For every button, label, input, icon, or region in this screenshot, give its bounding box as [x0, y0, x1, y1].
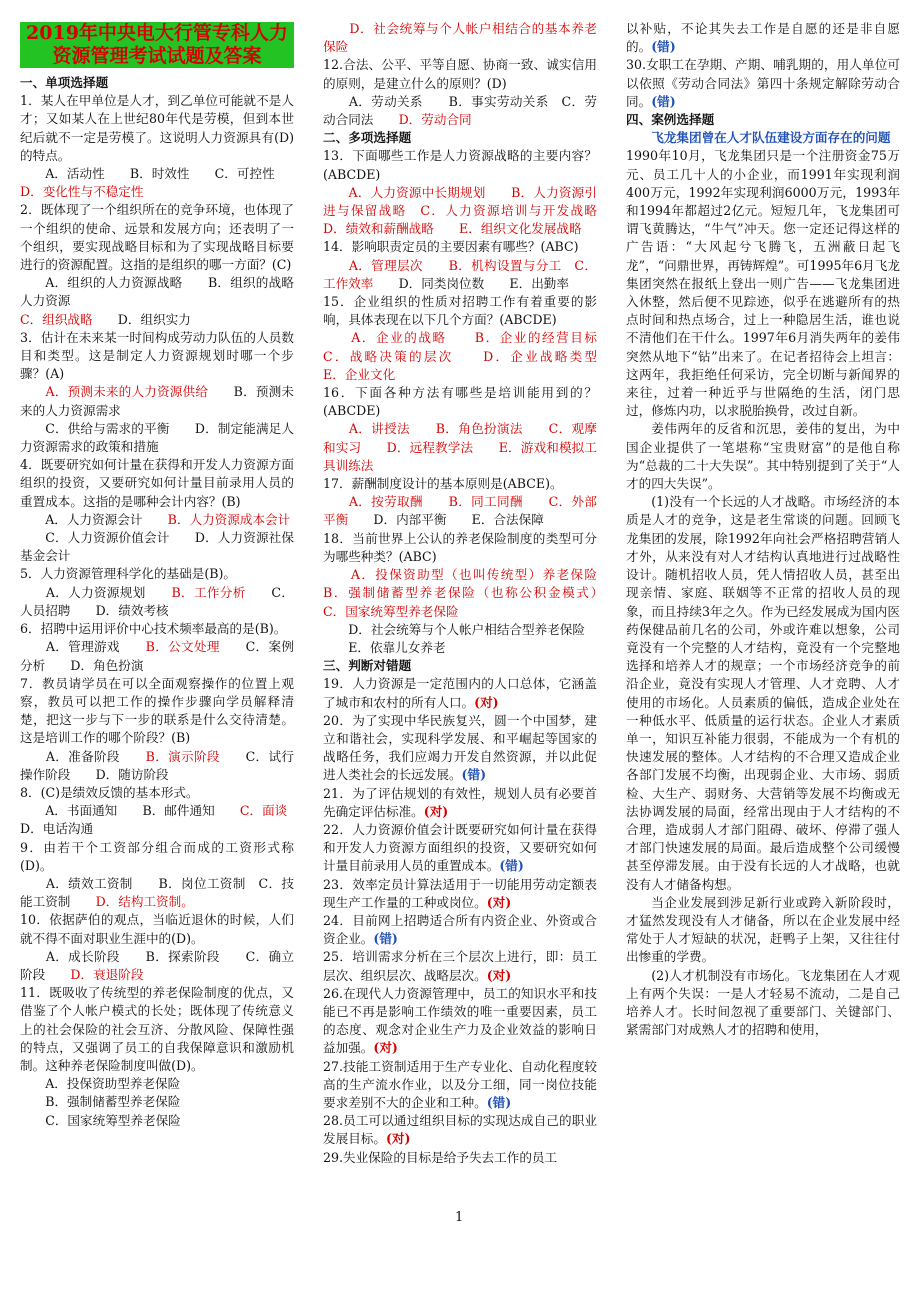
section-heading: 二、多项选择题 [323, 130, 412, 146]
question-text: 3．估计在未来某一时间构成劳动力队伍的人员数目和类型。这是制定人力资源规划时哪一个步骤？(A) [20, 329, 294, 382]
page-number: 1 [455, 1210, 464, 1225]
answer-option-line [20, 584, 294, 620]
section-heading: 三、判断对错题 [323, 658, 412, 674]
judgement-question [323, 785, 597, 821]
judgement-answer: (对) [373, 1040, 398, 1056]
question-text: 30.女职工在孕期、产期、哺乳期的，用人单位可以依照《劳动合同法》第四十条规定解除劳动合同。 [626, 57, 900, 109]
question-text: 以补贴，不论其失去工作是自愿的还是非自愿的。 [626, 21, 900, 55]
question-text: 16．下面各种方法有哪些是培训能用到的？(ABCDE) [323, 385, 597, 419]
question-text: 19．人力资源是一定范围内的人口总体，它涵盖了城市和农村的所有人口。 [323, 676, 597, 710]
judgement-answer: (对) [423, 803, 449, 819]
case-paragraph: (2)人才机制没有市场化。飞龙集团在人才观上有两个失误：一是人才轻易不流动，二是自己培养人才。长时间忽视了重要部门、关键部门、紧需部门对成熟人才的招聘和使用， [626, 967, 900, 1038]
question-text: 26.在现代人力资源管理中，员工的知识水平和技能已不再是影响工作绩效的唯一重要因素，员工的态度、观念对企业生产力及企业效益的影响日益加强。 [323, 985, 597, 1056]
judgement-question [323, 876, 597, 912]
correct-option: B．公文处理 [145, 639, 220, 655]
judgement-answer: (错) [373, 931, 398, 947]
judgement-question [626, 56, 900, 111]
option-text: C．案例分析 D．角色扮演 [20, 639, 294, 673]
option-text: A．书面通知 B．邮件通知 [20, 803, 240, 819]
answer-option: E．依靠儿女养老 [348, 639, 446, 655]
option-text: A．成长阶段 B．探索阶段 C．确立阶段 [20, 948, 294, 982]
judgement-answer: (错) [651, 93, 676, 109]
option-text: A．管理游戏 [20, 639, 146, 655]
answer-option: D．社会统筹与个人帐户相结合型养老保险 [348, 621, 585, 637]
judgement-answer: (错) [651, 39, 676, 55]
answer-option: A．投保资助型养老保险 [45, 1076, 181, 1092]
option-text: D．组织实力 [92, 311, 191, 327]
correct-option: D．社会统筹与个人帐户相结合的基本养老保险 [323, 21, 597, 55]
column-1-content [20, 74, 313, 1130]
answer-option: C．供给与需求的平衡 D．制定能满足人力资源需求的政策和措施 [20, 420, 294, 455]
judgement-question [323, 1058, 597, 1113]
judgement-answer: (对) [474, 694, 499, 710]
answer-option-line [323, 493, 597, 529]
answer-option-line [20, 638, 294, 674]
answer-option-line [20, 802, 313, 838]
correct-options: A．企业的战略 B．企业的经营目标 C．战略决策的层次 D．企业战略类型 E．企业文化 [323, 330, 623, 382]
option-text: B．预测未来的人力资源需求 [20, 384, 294, 418]
question-text: 10．依据萨伯的观点，当临近退休的时候，人们就不得不面对职业生涯中的(D)。 [20, 912, 294, 946]
case-paragraph: 当企业发展到涉足新行业或跨入新阶段时，才猛然发现没有人才储备，所以在企业发展中经常处于人才短缺的状况，赶鸭子上架，又往往付出惨重的学费。 [626, 894, 900, 965]
section-heading: 四、案例选择题 [626, 112, 715, 128]
correct-option: D．结构工资制。 [95, 894, 194, 910]
answer-option-line [20, 948, 294, 984]
question-text: 17．薪酬制度设计的基本原则是(ABCE)。 [323, 476, 563, 492]
correct-option: C．组织战略 [20, 311, 93, 327]
answer-option: A．活动性 B．时效性 C．可控性 [45, 166, 275, 182]
section-heading: 一、单项选择题 [20, 75, 109, 90]
judgement-question [323, 675, 597, 711]
option-text [323, 258, 349, 273]
correct-option: B．人力资源成本会计 [167, 511, 291, 527]
column-3-content [626, 20, 900, 1039]
answer-option-line [20, 511, 294, 529]
judgement-question [626, 20, 900, 56]
correct-option: A．预测未来的人力资源供给 [45, 384, 209, 400]
question-text: 24．目前网上招聘适合所有内资企业、外资或合资企业。 [323, 912, 597, 947]
question-text: 22．人力资源价值会计既要研究如何计量在获得和开发人力资源方面组织的投资，又要研究如何计量目前录用人员的重置成本。 [323, 821, 597, 874]
question-text: 25．培训需求分析在三个层次上进行，即：员工层次、组织层次、战略层次。 [323, 949, 597, 983]
correct-options: A．投保资助型（也叫传统型）养老保险 B．强制储蓄型养老保险（也称公积金模式） C．国家统筹型养老保险 [323, 567, 623, 619]
question-text: 1．某人在甲单位是人才，到乙单位可能就不是人才；又如某人在上世纪80年代是劳模，但到本世纪后就不一定是劳模了。这说明人力资源具有(D)的特点。 [20, 93, 294, 163]
judgement-question [323, 712, 597, 785]
option-text: A．准备阶段 [20, 748, 146, 764]
correct-option: A．按劳取酬 B．同工同酬 C．外部平衡 [323, 494, 597, 528]
column-2-content [323, 20, 623, 1167]
question-text: 23．效率定员计算法适用于一切能用劳动定额表现生产工作量的工种或岗位。 [323, 876, 597, 910]
document-title: 2019年中央电大行管专科人力资源管理考试试题及答案 [20, 22, 294, 68]
column-3 [626, 20, 900, 1210]
judgement-answer: (错) [499, 858, 524, 874]
option-text: D．电话沟通 [20, 803, 313, 837]
question-text: 13．下面哪些工作是人力资源战略的主要内容？(ABCDE) [323, 148, 597, 182]
correct-option: D．衰退阶段 [70, 966, 144, 982]
judgement-answer: (错) [461, 767, 487, 783]
judgement-question [323, 948, 597, 984]
answer-option-line [20, 311, 294, 329]
case-title: 飞龙集团曾在人才队伍建设方面存在的问题 [651, 130, 891, 146]
column-1 [20, 20, 313, 1210]
question-text: 6．招聘中运用评价中心技术频率最高的是(B)。 [20, 621, 287, 637]
answer-option-line [20, 875, 294, 911]
correct-option: D．变化性与不稳定性 [20, 184, 144, 200]
option-text: A．绩效工资制 B．岗位工资制 C．技能工资制 [20, 875, 294, 910]
question-text: 27.技能工资制适用于生产专业化、自动化程度较高的生产流水作业，以及分工细，同一岗位技能要求差别不大的企业和工种。 [323, 1058, 597, 1110]
option-text: A．劳动关系 B．事实劳动关系 C．劳动合同法 [323, 93, 597, 128]
correct-option: B．演示阶段 [145, 748, 220, 764]
correct-options: A．讲授法 B．角色扮演法 C．观摩和实习 D．远程教学法 E．游戏和模拟工具训练法 [323, 421, 597, 473]
answer-option-line [323, 20, 597, 56]
question-text: 15．企业组织的性质对招聘工作有着重要的影响，具体表现在以下几个方面？(ABCDE) [323, 294, 597, 328]
option-text: C．试行操作阶段 D．随访阶段 [20, 748, 294, 782]
question-text: 29.失业保险的目标是给予失去工作的员工 [323, 1149, 558, 1165]
case-paragraph: (1)没有一个长远的人才战略。市场经济的本质是人才的竞争，这是老生常谈的问题。回顾飞龙集团的发展，除1992年向社会严格招聘营销人才外，从来没有对人才结构认真地进行过战略性设计。随机招收人员，凭人情招收人员，甚至出现亲情、家庭、联姻等不正常的招收人员的现象，而且持续3年之久。作为已经发展成为国内医药保健品前几名的公司，外或许难以想象，公司竟没有一个完整的人才结构，竟没有一个完整地选择和培养人才的规章；一个市场经济竞争的前沿企业，竟没有实现人才管理、人才竞聘、人才使用的市场化。人员素质的偏低，造成企业处在一种低水平、低质量的运行状态。企业人才素质单一，知识互补能力很弱，不能成为一个有机的快速发展的整体。人才结构的不合理又造成企业各部门发展不均衡，出现弱企业、大市场、弱质检、大生产、弱财务、大营销等发展不均衡或无法协调发展的局面，经常出现由于人才结构的不合理，造成弱人才部门阻碍、破坏、停滞了强人才部门快速发展的局面。最后造成整个公司缓慢甚至停滞发展。由于没有长远的人才战略，也就没有人才储备构想。 [626, 494, 900, 892]
question-text: 5．人力资源管理科学化的基础是(B)。 [20, 566, 237, 582]
answer-option: C．人力资源价值会计 D．人力资源社保基金会计 [20, 530, 294, 564]
option-text: D．同类岗位数 E．出勤率 [373, 275, 569, 291]
question-text: 21．为了评估规划的有效性，规划人员有必要首先确定评估标准。 [323, 785, 597, 819]
question-text: 11．既吸收了传统型的养老保险制度的优点，又借鉴了个人帐户模式的长处；既体现了传统意义上的社会保险的社会互济、分散风险、保障性强的特点，又强调了员工的自我保障意识和激励机制。这种养老保险制度叫做(D)。 [20, 985, 294, 1073]
answer-option-line [323, 257, 597, 293]
option-text: D．内部平衡 E．合法保障 [348, 512, 544, 528]
question-text: 2．既体现了一个组织所在的竞争环境，也体现了一个组织的使命、远景和发展方向；还表明了一个组织，要实现战略目标和为了实现战略目标要进行的资源配置。这指的是组织的哪一方面？(C) [20, 202, 294, 273]
option-text: A．人力资源会计 [20, 511, 168, 527]
answer-option: A．组织的人力资源战略 B．组织的战略人力资源 [20, 275, 294, 309]
answer-option: C．国家统筹型养老保险 [45, 1112, 181, 1128]
question-text: 7．教员请学员在可以全面观察操作的位置上观察，教员可以把工作的操作步骤向学员解释清楚，把这一步与下一步的联系是什么交待清楚。这是培训工作的哪个阶段？(B) [20, 675, 294, 746]
judgement-question [323, 912, 597, 948]
case-paragraph: 姜伟两年的反省和沉思，姜伟的复出，为中国企业提供了一笔堪称“宝贵财富”的是他自称为“总裁的二十大失误”。其中特别提到了关于“人才的四大失误”。 [626, 421, 900, 492]
question-text: 28.员工可以通过组织目标的实现达成自己的职业发展目标。 [323, 1113, 597, 1147]
correct-option: D．劳动合同 [398, 112, 472, 128]
option-text: A．人力资源规划 [20, 584, 172, 600]
correct-option: A．管理层次 B．机构设置与分工 C．工作效率 [323, 257, 597, 291]
judgement-answer: (对) [486, 967, 512, 983]
option-text [20, 384, 46, 399]
judgement-question [323, 821, 597, 876]
judgement-answer: (错) [486, 1094, 512, 1110]
correct-options: A．人力资源中长期规划 B．人力资源引进与保留战略 C．人力资源培训与开发战略 D．绩效和薪酬战略 E．组织文化发展战略 [323, 184, 623, 237]
option-text: C．人员招聘 D．绩效考核 [20, 584, 294, 618]
correct-option: C．面谈 [239, 803, 288, 819]
judgement-question [323, 1112, 597, 1148]
question-text: 4．既要研究如何计量在获得和开发人力资源方面组织的投资，又要研究如何计量目前录用人员的重置成本。这指的是哪种会计内容？(B) [20, 457, 294, 509]
answer-option-line [20, 383, 294, 419]
question-text: 8．(C)是绩效反馈的基本形式。 [20, 784, 199, 800]
column-2 [323, 20, 623, 1210]
answer-option-line [323, 93, 597, 129]
question-text: 14．影响职责定员的主要因素有哪些？(ABC) [323, 239, 579, 255]
option-text [323, 21, 349, 36]
answer-option-line [20, 748, 294, 784]
answer-option: B．强制储蓄型养老保险 [45, 1094, 181, 1110]
question-text: 1990年10月，飞龙集团只是一个注册资金75万元、员工几十人的小企业，而1991年实现利润400万元，1992年实现利润6000万元，1993年和1994年都超过2亿元。短短几年，飞龙集团可谓飞黄腾达，“牛气”冲天。您一定还记得这样的广告语：“大风起兮飞腾飞，五洲蔽日起飞龙”，“问鼎世界，再铸辉煌”。可1995年6月飞龙集团突然在报纸上登出一则广告——飞龙集团进入休整，然后便不见踪迹，似乎在逃避所有的热点时间和热点场合，过上一种隐居生活，谁也说不清他们在干什么。1997年6月消失两年的姜伟突然从地下“钻”出来了。在记者招待会上坦言：这两年，我拒绝任何采访，完全切断与新闻界的来往，过着一种近乎与世隔绝的生活，闭门思过，修炼内功，以求脱胎换骨，改过自新。 [626, 148, 900, 419]
option-text [323, 494, 349, 509]
judgement-answer: (对) [385, 1131, 411, 1147]
judgement-answer: (对) [486, 894, 512, 910]
judgement-question [323, 985, 597, 1058]
question-text: 9．由若干个工资部分组合而成的工资形式称(D)。 [20, 839, 294, 873]
question-text: 18．当前世界上公认的养老保险制度的类型可分为哪些种类？(ABC) [323, 530, 597, 564]
question-text: 12.合法、公平、平等自愿、协商一致、诚实信用的原则，是建立什么的原则？(D) [323, 57, 597, 91]
correct-option: B．工作分析 [171, 584, 246, 600]
question-text: 20．为了实现中华民族复兴，圆一个中国梦，建立和谐社会，实现科学发展、和平崛起等国家的战略任务，我们应竭力开发自然资源，并以此促进人类社会的长远发展。 [323, 712, 597, 783]
